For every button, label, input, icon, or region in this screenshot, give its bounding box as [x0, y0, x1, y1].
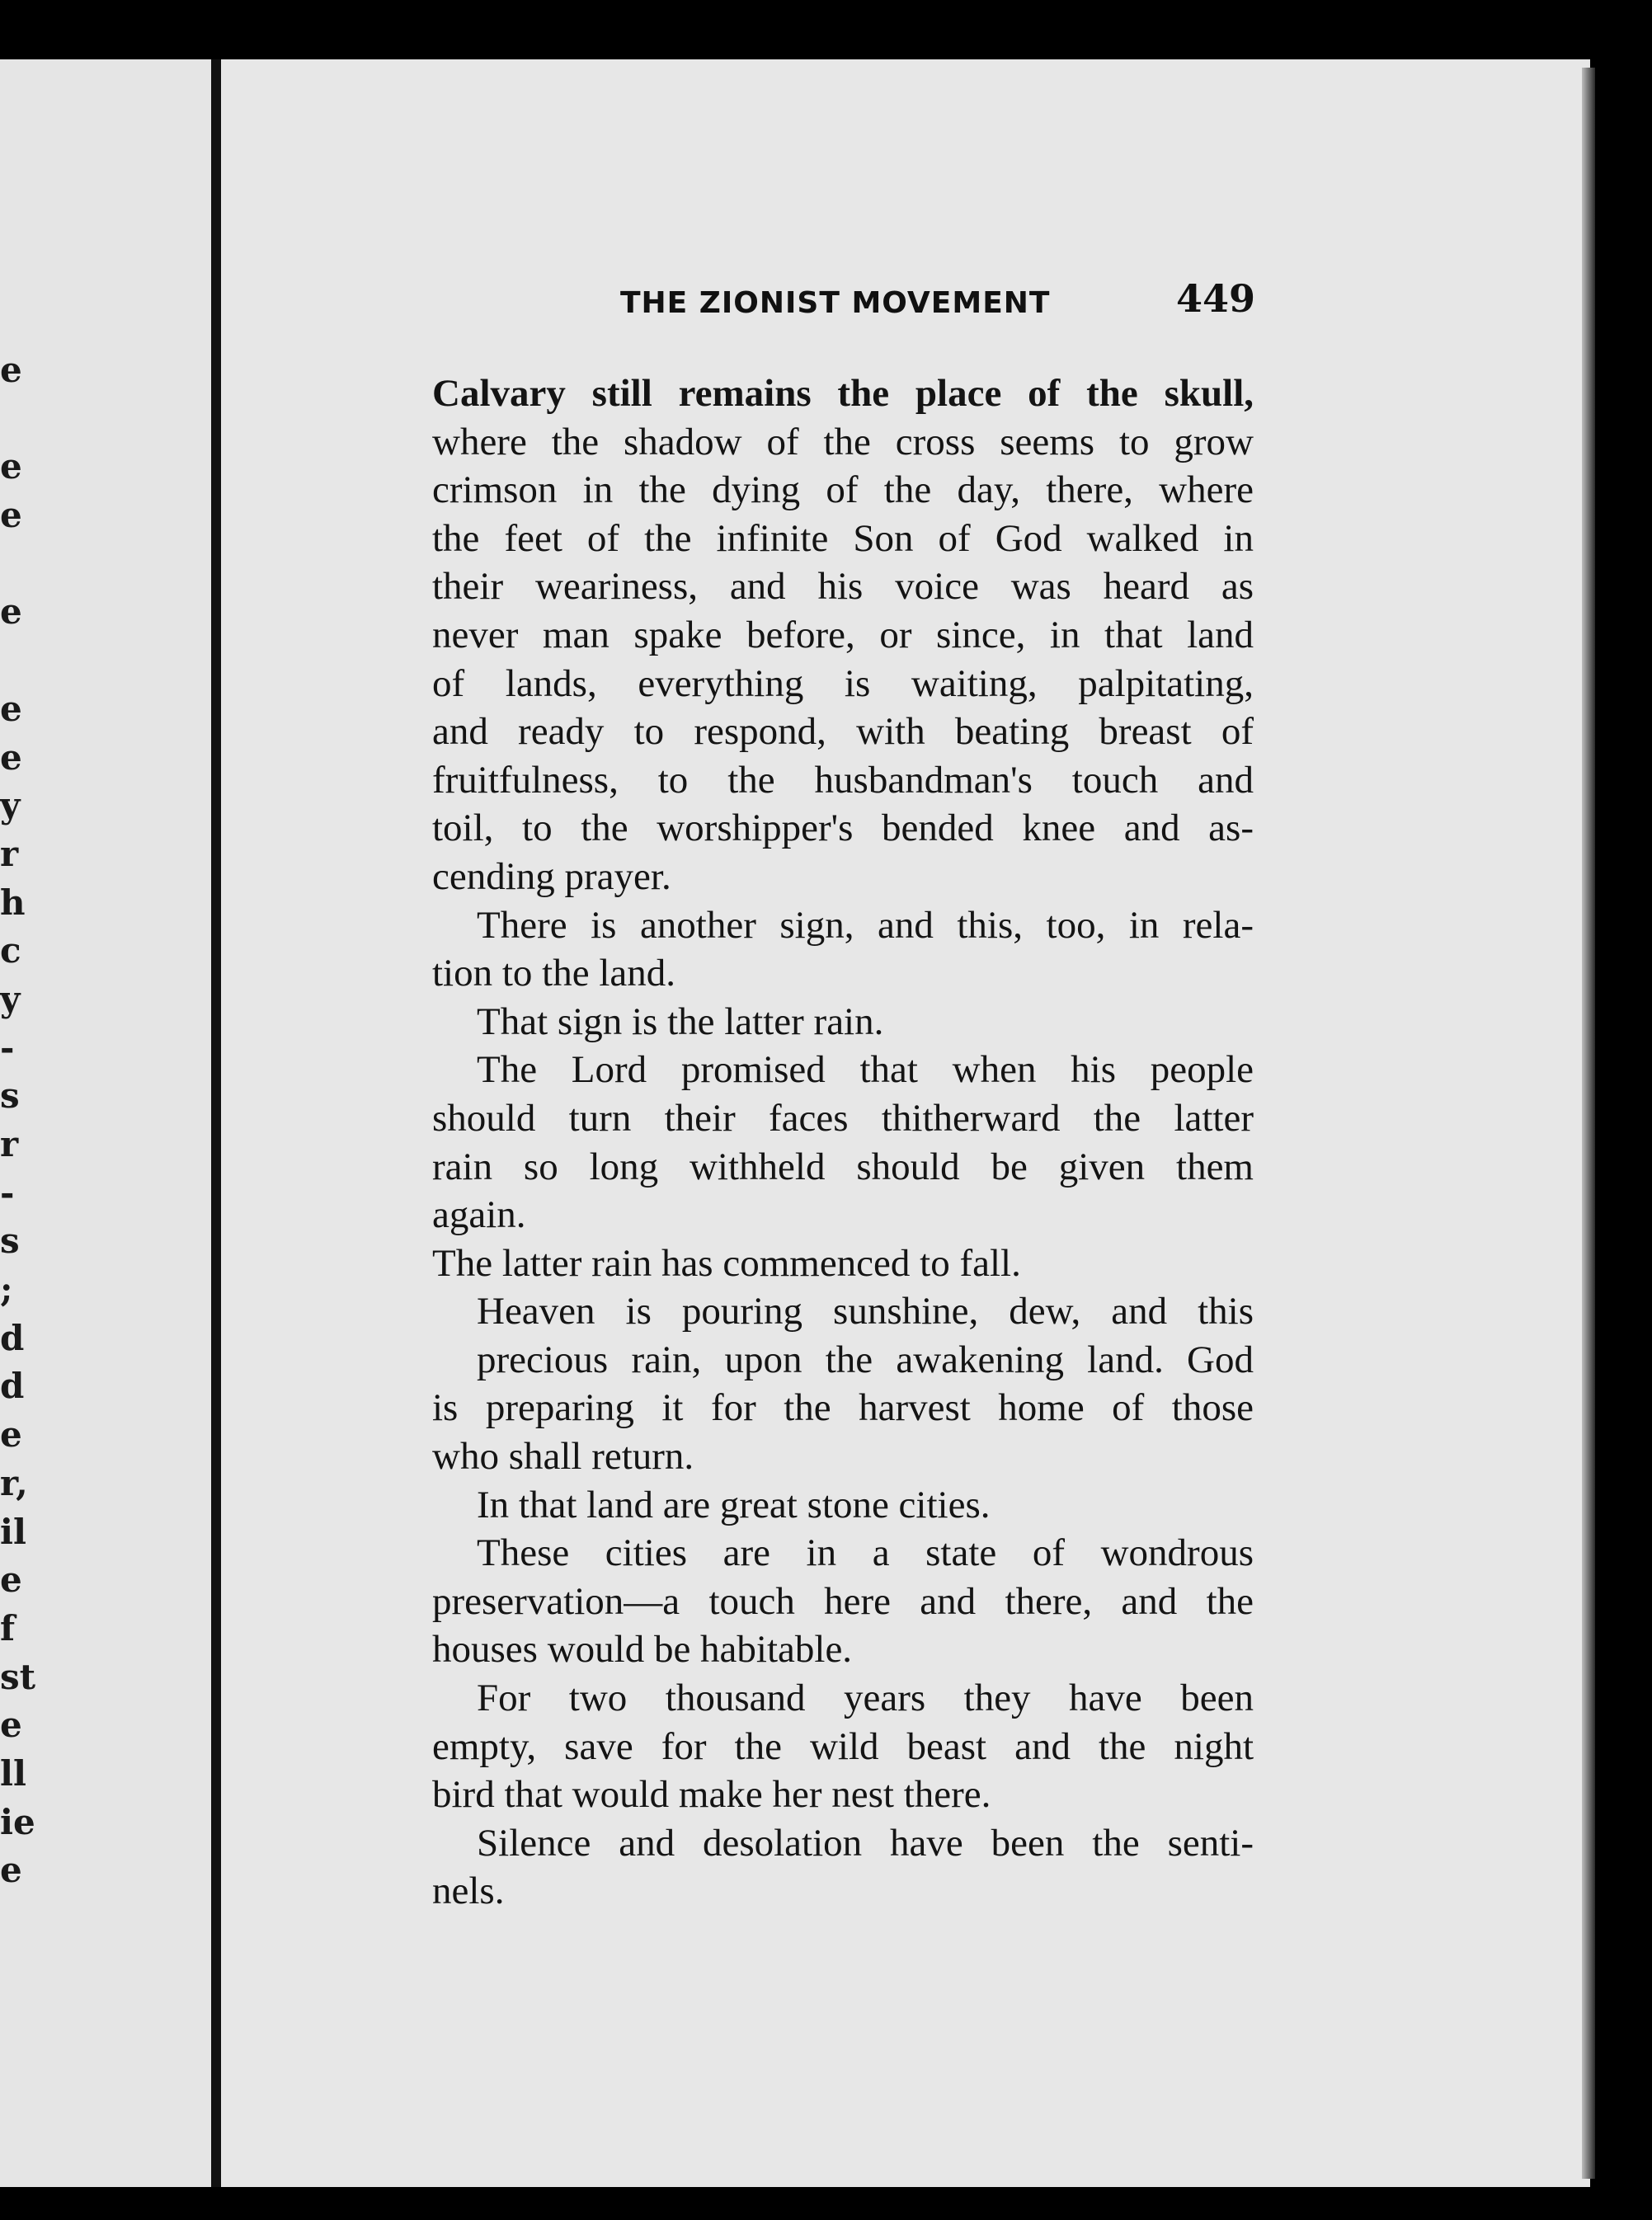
text-line: nels.: [432, 1870, 505, 1913]
text-line: The latter rain has commenced to fall.: [432, 1241, 1021, 1285]
edge-letter: e: [0, 1850, 22, 1891]
text-line: cending prayer.: [432, 854, 671, 898]
edge-letter: r: [0, 833, 19, 874]
edge-letter: e: [0, 1414, 22, 1456]
edge-letter: d: [0, 1317, 25, 1358]
edge-letter: st: [0, 1656, 36, 1697]
edge-letter: e: [0, 350, 22, 390]
edge-letter: e: [0, 736, 22, 778]
text-line: their weariness, and his voice was heard as: [432, 565, 1254, 609]
text-line: rain so long withheld should be given them: [432, 1145, 1254, 1188]
text-line: precious rain, upon the awakening land. God: [477, 1338, 1254, 1381]
text-line: There is another sign, and this, too, in rela-: [477, 903, 1254, 947]
running-title: THE ZIONIST MOVEMENT: [620, 286, 1051, 320]
edge-letter: r: [0, 1124, 19, 1164]
edge-letter: [0, 637, 25, 685]
text-line: For two thousand years they have been: [477, 1677, 1254, 1720]
edge-letter: [0, 395, 25, 444]
body-text: [432, 369, 1254, 1916]
edge-letter: s: [0, 1221, 20, 1262]
edge-letter: y: [0, 978, 21, 1019]
edge-letter: [0, 540, 25, 589]
text-line: the feet of the infinite Son of God walked in: [432, 516, 1254, 560]
text-line: tion to the land.: [432, 952, 676, 995]
text-line: and ready to respond, with beating breast of: [432, 710, 1254, 754]
edge-letter: il: [0, 1511, 26, 1552]
text-line: That sign is the latter rain.: [477, 999, 884, 1043]
text-line: These cities are in a state of wondrous: [477, 1531, 1254, 1575]
text-line: toil, to the worshipper's bended knee and as-: [432, 807, 1254, 850]
text-line: Calvary still remains the place of the skull,: [432, 372, 1254, 415]
running-head: [620, 276, 1255, 326]
edge-letter: d: [0, 1366, 25, 1407]
text-line: The Lord promised that when his people: [477, 1048, 1254, 1092]
left-page-edge-letters: [0, 346, 36, 1895]
edge-letter: -: [0, 1172, 15, 1213]
edge-letter: e: [0, 446, 22, 487]
text-line: should turn their faces thitherward the latter: [432, 1096, 1254, 1140]
text-line: of lands, everything is waiting, palpitating,: [432, 661, 1254, 705]
edge-letter: e: [0, 495, 22, 536]
edge-letter: e: [0, 1559, 22, 1601]
edge-letter: h: [0, 882, 26, 923]
text-line: where the shadow of the cross seems to grow: [432, 420, 1254, 463]
text-line: fruitfulness, to the husbandman's touch and: [432, 758, 1254, 802]
edge-letter: ll: [0, 1752, 26, 1794]
text-line: Heaven is pouring sunshine, dew, and this: [477, 1290, 1254, 1333]
text-line: preservation—a touch here and there, and the: [432, 1579, 1254, 1623]
text-line: empty, save for the wild beast and the night: [432, 1724, 1254, 1768]
edge-letter: e: [0, 591, 22, 633]
text-line: bird that would make her nest there.: [432, 1773, 991, 1817]
text-line: who shall return.: [432, 1435, 694, 1479]
edge-letter: s: [0, 1075, 20, 1117]
edge-letter: r,: [0, 1462, 28, 1503]
edge-letter: -: [0, 1027, 15, 1068]
book-gutter: [211, 59, 221, 2187]
text-line: never man spake before, or since, in that land: [432, 613, 1254, 656]
text-line: houses would be habitable.: [432, 1628, 853, 1672]
text-line: In that land are great stone cities.: [477, 1483, 991, 1526]
text-line: is preparing it for the harvest home of those: [432, 1386, 1254, 1430]
edge-letter: ie: [0, 1801, 35, 1842]
edge-letter: e: [0, 1705, 22, 1746]
left-page: [0, 59, 216, 2187]
text-line: again.: [432, 1193, 526, 1237]
edge-letter: f: [0, 1607, 16, 1649]
page-edge-shadow: [1582, 68, 1595, 2179]
edge-letter: y: [0, 785, 21, 826]
edge-letter: c: [0, 930, 21, 971]
text-line: crimson in the dying of the day, there, where: [432, 468, 1254, 512]
text-line: Silence and desolation have been the senti-: [477, 1821, 1254, 1865]
page-number: 449: [1175, 276, 1255, 321]
edge-letter: e: [0, 688, 22, 729]
edge-letter: ;: [0, 1269, 13, 1310]
